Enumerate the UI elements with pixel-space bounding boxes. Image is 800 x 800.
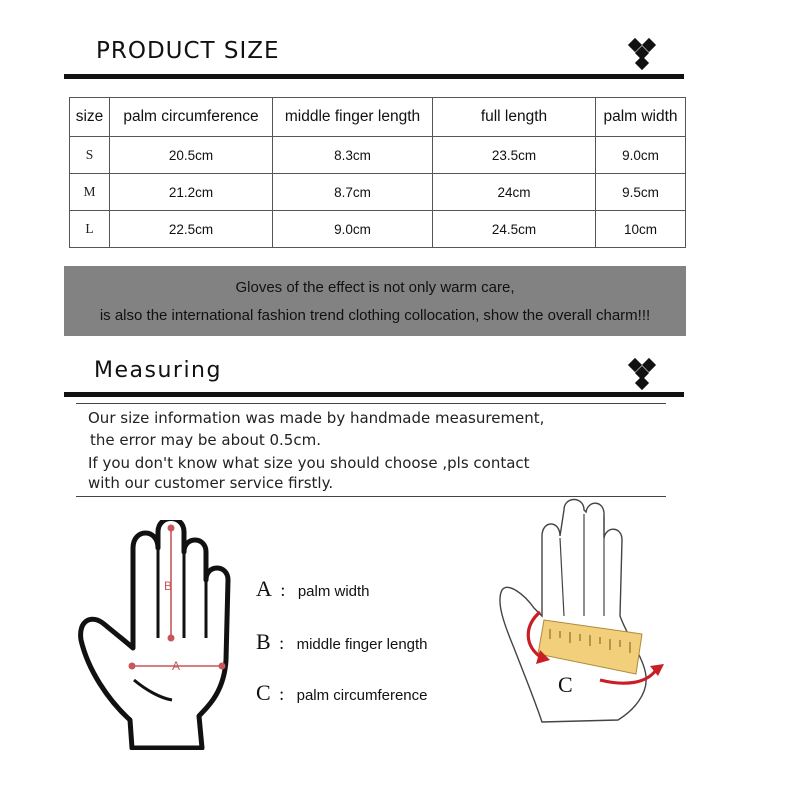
legend-text: middle finger length xyxy=(296,636,428,653)
notes-top-divider xyxy=(76,403,666,404)
measuring-rule xyxy=(64,392,684,397)
table-cell: 8.3cm xyxy=(273,137,433,174)
table-cell: 21.2cm xyxy=(110,174,273,211)
product-size-title: PRODUCT SIZE xyxy=(96,38,280,64)
table-cell: 9.0cm xyxy=(596,137,686,174)
header-full-length: full length xyxy=(433,98,596,137)
table-cell: 24.5cm xyxy=(433,211,596,248)
measuring-title: Measuring xyxy=(94,358,222,383)
legend-item-a xyxy=(256,576,370,602)
header-palm-width: palm width xyxy=(596,98,686,137)
legend-text: palm circumference xyxy=(296,687,428,704)
table-cell: 24cm xyxy=(433,174,596,211)
size-table xyxy=(69,97,686,248)
table-cell: 9.0cm xyxy=(273,211,433,248)
table-cell: 20.5cm xyxy=(110,137,273,174)
diamond-cluster-icon xyxy=(626,36,666,72)
legend-item-b xyxy=(256,629,428,655)
table-row xyxy=(70,211,686,248)
legend-letter: C xyxy=(256,680,271,705)
header-middle-finger-length: middle finger length xyxy=(273,98,433,137)
hand-outline-icon xyxy=(74,520,244,750)
diagram-label-a: A xyxy=(172,659,181,673)
product-size-rule xyxy=(64,74,684,79)
legend-colon: : xyxy=(279,684,285,704)
banner-line-1: Gloves of the effect is not only warm care, xyxy=(235,279,515,296)
note-line-1: Our size information was made by handmade measurement, xyxy=(88,409,545,427)
legend-letter: B xyxy=(256,629,271,654)
table-cell: 23.5cm xyxy=(433,137,596,174)
note-line-3: If you don't know what size you should choose ,pls contact xyxy=(88,454,530,472)
legend-letter: A xyxy=(256,576,272,601)
size-cell: M xyxy=(70,174,110,211)
table-cell: 10cm xyxy=(596,211,686,248)
table-cell: 22.5cm xyxy=(110,211,273,248)
header-palm-circumference: palm circumference xyxy=(110,98,273,137)
hand-tape-measure-icon xyxy=(494,498,674,728)
promo-banner xyxy=(64,266,686,336)
size-cell: S xyxy=(70,137,110,174)
note-line-2: the error may be about 0.5cm. xyxy=(90,431,321,449)
legend-text: palm width xyxy=(297,583,370,600)
table-row xyxy=(70,174,686,211)
diagram-label-b: B xyxy=(164,579,173,593)
legend-item-c xyxy=(256,680,428,706)
note-line-4: with our customer service firstly. xyxy=(88,474,334,492)
legend-colon: : xyxy=(280,580,286,600)
table-header-row xyxy=(70,98,686,137)
table-cell: 9.5cm xyxy=(596,174,686,211)
header-size: size xyxy=(70,98,110,137)
banner-line-2: is also the international fashion trend clothing collocation, show the overall charm!!! xyxy=(99,307,651,324)
legend-colon: : xyxy=(279,633,285,653)
table-row xyxy=(70,137,686,174)
notes-bottom-divider xyxy=(76,496,666,497)
size-cell: L xyxy=(70,211,110,248)
diamond-cluster-icon xyxy=(626,356,666,392)
diagram-label-c: C xyxy=(558,672,573,697)
table-cell: 8.7cm xyxy=(273,174,433,211)
